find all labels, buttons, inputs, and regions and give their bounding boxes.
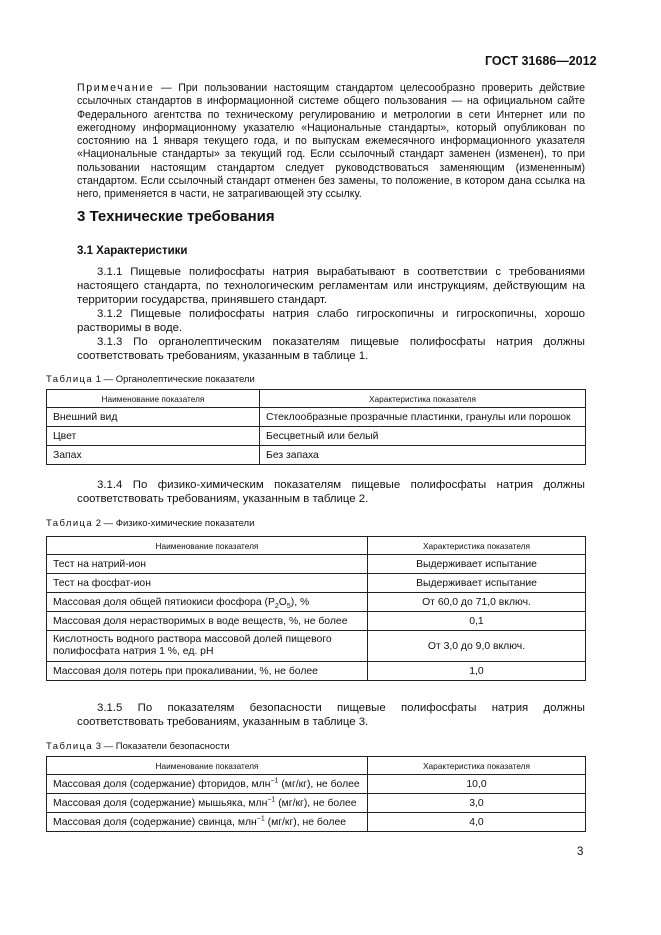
table-header-cell: Характеристика показателя bbox=[260, 390, 586, 408]
table-row bbox=[47, 555, 586, 574]
cell-text: (мг/кг), не более bbox=[278, 778, 360, 790]
cell-text: Массовая доля (содержание) мышьяка, млн bbox=[53, 797, 268, 809]
table-header-cell: Наименование показателя bbox=[47, 390, 260, 408]
table-header-row bbox=[47, 390, 586, 408]
table-header-cell: Наименование показателя bbox=[47, 757, 368, 775]
table2-caption-label: Таблица bbox=[46, 518, 94, 529]
table-cell: 1,0 bbox=[368, 662, 586, 681]
table-cell: Выдерживает испытание bbox=[368, 574, 586, 593]
table-row bbox=[47, 662, 586, 681]
table-cell: Кислотность водного раствора массовой долей пищевого полифосфата натрия 1 %, ед. pH bbox=[47, 631, 368, 662]
table3-caption bbox=[46, 741, 230, 752]
paragraph-3-1-4: 3.1.4 По физико-химическим показателям пищевые полифосфаты натрия должны соответствовать требованиям, указанным в таблице 2. bbox=[77, 479, 585, 505]
table1-caption-text: 1 — Органолептические показатели bbox=[93, 374, 255, 385]
table-cell: Массовая доля потерь при прокаливании, %, не более bbox=[47, 662, 368, 681]
table-cell: Без запаха bbox=[260, 446, 586, 465]
table-header-cell: Наименование показателя bbox=[47, 537, 368, 555]
table-row bbox=[47, 593, 586, 612]
cell-text: (мг/кг), не более bbox=[275, 797, 357, 809]
cell-text: Массовая доля (содержание) фторидов, млн bbox=[53, 778, 271, 790]
formula-subscript: 5 bbox=[286, 602, 291, 610]
table-cell: 10,0 bbox=[368, 775, 586, 794]
paragraph-3-1-5: 3.1.5 По показателям безопасности пищевые полифосфаты натрия должны соответствовать требованиям, указанным в таблице 3. bbox=[77, 702, 585, 728]
superscript: −1 bbox=[267, 796, 276, 804]
table-row bbox=[47, 427, 586, 446]
table-cell: Тест на фосфат-ион bbox=[47, 574, 368, 593]
cell-text: (мг/кг), не более bbox=[264, 816, 347, 828]
page-number: 3 bbox=[577, 846, 584, 858]
table-physicochemical bbox=[46, 536, 586, 681]
table-cell bbox=[47, 593, 368, 612]
table-cell: От 3,0 до 9,0 включ. bbox=[368, 631, 586, 662]
table-row bbox=[47, 794, 586, 813]
table-header-cell: Характеристика показателя bbox=[368, 757, 586, 775]
subsection-title: 3.1 Характеристики bbox=[77, 245, 188, 257]
table-organoleptic bbox=[46, 389, 586, 465]
table-cell: Цвет bbox=[47, 427, 260, 446]
table2-caption bbox=[46, 518, 254, 529]
table-cell bbox=[47, 794, 368, 813]
table-cell: Выдерживает испытание bbox=[368, 555, 586, 574]
table-cell: Тест на натрий-ион bbox=[47, 555, 368, 574]
formula-subscript: 2 bbox=[274, 602, 279, 610]
note-text: — При пользовании настоящим стандартом целесообразно проверить действие ссылочных стандартов в информационной системе общего пользования — на официальном сайте Федерального агентства по техническому регулированию и метрологии в сети Интернет или по ежегодному информационному указателю «Национальные стандарты», который опубликован по состоянию на 1 января текущего года, и по выпускам ежемесячного информационного указателя «Национальные стандарты» за текущий год. Если ссылочный стандарт заменен (изменен), то при пользовании настоящим стандартом следует руководствоваться заменяющим (измененным) стандартом. Если ссылочный стандарт отменен без замены, то положение, в котором дана ссылка на него, применяется в части, не затрагивающей эту ссылку. bbox=[77, 82, 585, 201]
table-row bbox=[47, 631, 586, 662]
superscript: −1 bbox=[270, 777, 279, 785]
table-row bbox=[47, 612, 586, 631]
table2-caption-text: 2 — Физико-химические показатели bbox=[93, 518, 255, 529]
table-cell: От 60,0 до 71,0 включ. bbox=[368, 593, 586, 612]
table1-caption bbox=[46, 374, 255, 385]
note-label: Примечание bbox=[77, 82, 155, 94]
cell-text: Массовая доля (содержание) свинца, млн bbox=[53, 816, 257, 828]
formula-text: O bbox=[278, 596, 287, 608]
table-cell: 0,1 bbox=[368, 612, 586, 631]
table-cell: Запах bbox=[47, 446, 260, 465]
note-paragraph bbox=[77, 82, 585, 202]
table-row bbox=[47, 775, 586, 794]
table-safety bbox=[46, 756, 586, 832]
table-row bbox=[47, 813, 586, 832]
table-cell: 4,0 bbox=[368, 813, 586, 832]
table-cell bbox=[47, 775, 368, 794]
table-cell bbox=[47, 813, 368, 832]
table3-caption-text: 3 — Показатели безопасности bbox=[93, 741, 230, 752]
table-header-row bbox=[47, 757, 586, 775]
table1-caption-label: Таблица bbox=[46, 374, 94, 385]
table-header-row bbox=[47, 537, 586, 555]
paragraph-3-1-2: 3.1.2 Пищевые полифосфаты натрия слабо гигроскопичны и гигроскопичны, хорошо растворимы в воде. bbox=[77, 308, 585, 334]
table-cell: Массовая доля нерастворимых в воде веществ, %, не более bbox=[47, 612, 368, 631]
paragraph-3-1-1: 3.1.1 Пищевые полифосфаты натрия вырабатывают в соответствии с требованиями настоящего стандарта, по технологическим регламентам или инструкциям, действующим на территории государства, принявшего стандарт. bbox=[77, 266, 585, 306]
table-row bbox=[47, 574, 586, 593]
table-header-cell: Характеристика показателя bbox=[368, 537, 586, 555]
formula-text: ), % bbox=[290, 596, 310, 608]
table-cell: Стеклообразные прозрачные пластинки, гранулы или порошок bbox=[260, 408, 586, 427]
table-row bbox=[47, 408, 586, 427]
table-row bbox=[47, 446, 586, 465]
document-header: ГОСТ 31686—2012 bbox=[485, 54, 597, 68]
formula-text: Массовая доля общей пятиокиси фосфора (P bbox=[53, 596, 275, 608]
paragraph-3-1-3: 3.1.3 По органолептическим показателям пищевые полифосфаты натрия должны соответствовать требованиям, указанным в таблице 1. bbox=[77, 336, 585, 362]
table-cell: Бесцветный или белый bbox=[260, 427, 586, 446]
table-cell: Внешний вид bbox=[47, 408, 260, 427]
section-title: 3 Технические требования bbox=[77, 208, 275, 225]
superscript: −1 bbox=[256, 815, 265, 823]
table3-caption-label: Таблица bbox=[46, 741, 94, 752]
table-cell: 3,0 bbox=[368, 794, 586, 813]
